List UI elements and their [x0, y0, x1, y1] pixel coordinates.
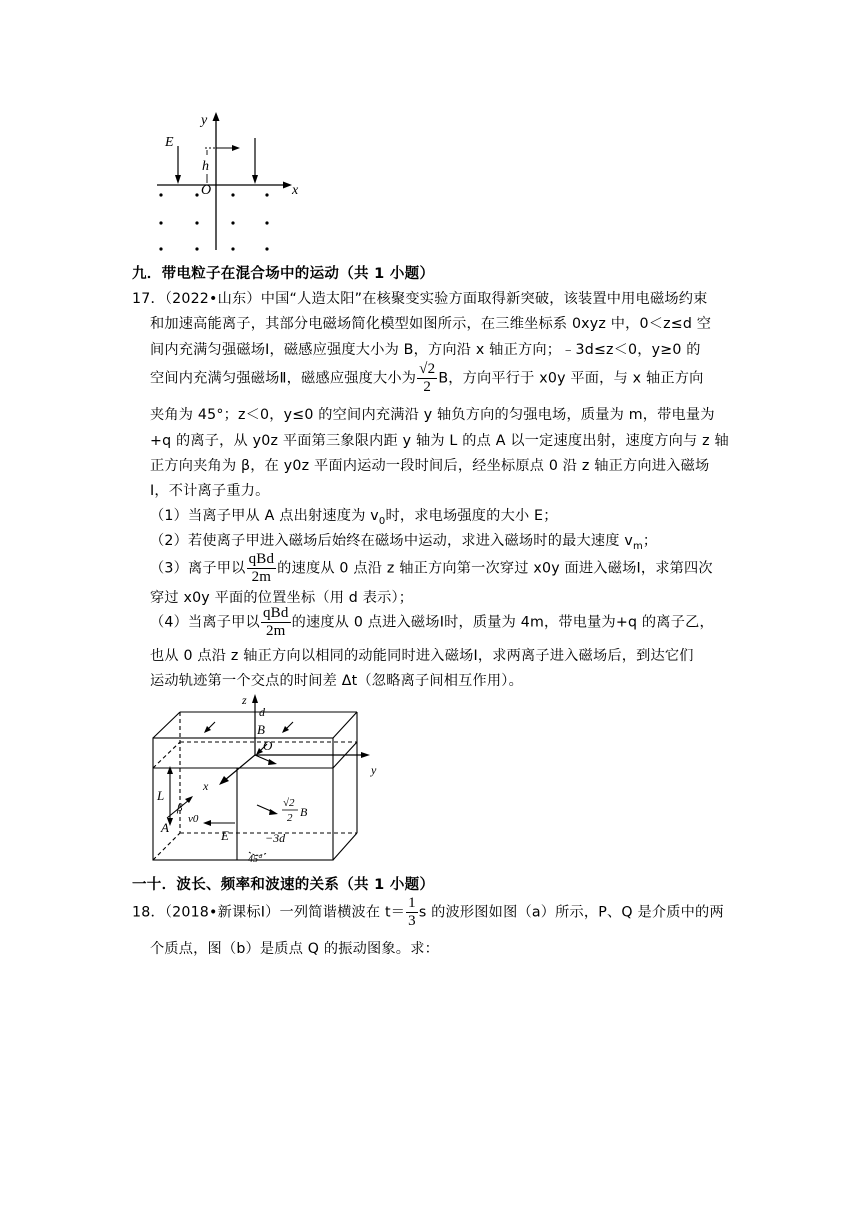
fraction-1-over-3 — [406, 896, 418, 929]
question-17-text: +q 的离子，从 y0z 平面第三象限内距 y 轴为 L 的点 A 以一定速度出射，速度方向与 z 轴 — [150, 433, 729, 449]
label-x: x — [203, 779, 209, 793]
question-17-part-1 — [150, 506, 558, 532]
subscript: m — [632, 540, 643, 552]
text: （3）离子甲以 — [150, 560, 246, 577]
label-h: h — [202, 159, 209, 174]
question-17-text: 穿过 x0y 平面的位置坐标（用 d 表示）； — [150, 590, 414, 606]
question-18-line-with-fraction — [132, 896, 724, 929]
label-two: 2 — [287, 812, 293, 824]
label-45-degrees: 45° — [248, 854, 262, 865]
label-E: E — [165, 135, 174, 150]
label-O: O — [263, 738, 273, 753]
fraction-sqrt2-over-2 — [417, 362, 437, 395]
label-v0: v0 — [188, 813, 199, 825]
question-17-line-with-fraction — [150, 362, 704, 395]
question-17-text: 夹角为 45°；z＜0，y≤0 的空间内充满沿 y 轴负方向的匀强电场，质量为 m，带电量为 — [150, 407, 715, 423]
fraction-qBd-over-2m — [261, 606, 291, 639]
label-B: B — [257, 722, 265, 737]
label-sqrt2: √2 — [283, 797, 295, 809]
label-z: z — [242, 693, 247, 707]
question-18-text: 个质点，图（b）是质点 Q 的振动图象。求： — [150, 941, 439, 957]
text: 空间内充满匀强磁场Ⅱ，磁感应强度大小为 — [150, 370, 417, 387]
text: （2）若使离子甲进入磁场后始终在磁场中运动，求进入磁场时的最大速度 v — [150, 533, 633, 549]
text: ； — [642, 533, 658, 549]
label-y: y — [371, 763, 377, 777]
text: 18．（2018•新课标Ⅰ）一列简谐横波在 t＝ — [132, 904, 406, 921]
fraction-numerator: qBd — [248, 551, 275, 567]
section-title: 九．带电粒子在混合场中的运动（共 1 小题） — [132, 266, 435, 282]
label-x: x — [292, 183, 299, 198]
text: B，方向平行于 x0y 平面，与 x 轴正方向 — [438, 370, 704, 387]
label-beta: β — [177, 802, 183, 814]
subscript: 0 — [378, 515, 386, 527]
section-title: 一十．波长、频率和波速的关系（共 1 小题） — [132, 877, 435, 893]
label-y: y — [201, 113, 208, 128]
text: （1）当离子甲从 A 点出射速度为 v — [150, 508, 379, 524]
question-17-text: 正方向夹角为 β，在 y0z 平面内运动一段时间后，经坐标原点 0 沿 z 轴正方向进入磁场 — [150, 458, 710, 474]
text: 时，求电场强度的大小 E； — [385, 508, 558, 524]
question-17-text: 也从 0 点沿 z 轴正方向以相同的动能同时进入磁场Ⅰ，求两离子进入磁场后，到达它们 — [150, 648, 694, 664]
question-17-text: 17．（2022•山东）中国“人造太阳”在核聚变实验方面取得新突破，该装置中用电磁场约束 — [132, 291, 708, 307]
label-d: d — [259, 705, 265, 719]
label-A: A — [161, 820, 169, 835]
fraction-denominator: 2 — [423, 379, 432, 395]
question-17-text: Ⅰ，不计离子重力。 — [150, 483, 270, 499]
question-17-part-4 — [150, 606, 714, 639]
fraction-denominator: 2m — [251, 569, 272, 585]
fraction-numerator: qBd — [262, 605, 289, 621]
label-O: O — [201, 183, 212, 198]
label-B2: B — [300, 805, 308, 819]
fraction-denominator: 2m — [265, 623, 286, 639]
question-17-text: 和加速高能离子，其部分电磁场简化模型如图所示，在三维坐标系 0xyz 中，0＜z≤d 空 — [150, 316, 712, 332]
label-minus-3d: −3d — [265, 831, 286, 845]
fraction-numerator: √2 — [419, 361, 436, 377]
figure-3d-field-diagram — [145, 690, 395, 865]
question-17-part-3 — [150, 552, 713, 585]
question-17-text: 运动轨迹第一个交点的时间差 Δt（忽略离子间相互作用）。 — [150, 673, 523, 689]
label-L: L — [157, 788, 165, 803]
text: 的速度从 0 点沿 z 轴正方向第一次穿过 x0y 面进入磁场Ⅰ，求第四次 — [277, 560, 713, 577]
question-17-text: 间内充满匀强磁场Ⅰ，磁感应强度大小为 B，方向沿 x 轴正方向；﹣3d≤z＜0，y≥0 的 — [150, 342, 701, 358]
label-E: E — [221, 828, 229, 843]
figure-field-diagram-1 — [145, 108, 315, 258]
fraction-denominator: 3 — [408, 913, 416, 929]
text: （4）当离子甲以 — [150, 614, 260, 631]
fraction-numerator: 1 — [408, 895, 416, 911]
text: s 的波形图如图（a）所示，P、Q 是介质中的两 — [418, 904, 724, 921]
fraction-qBd-over-2m — [247, 552, 277, 585]
text: 的速度从 0 点进入磁场Ⅰ时，质量为 4m，带电量为+q 的离子乙， — [291, 614, 714, 631]
